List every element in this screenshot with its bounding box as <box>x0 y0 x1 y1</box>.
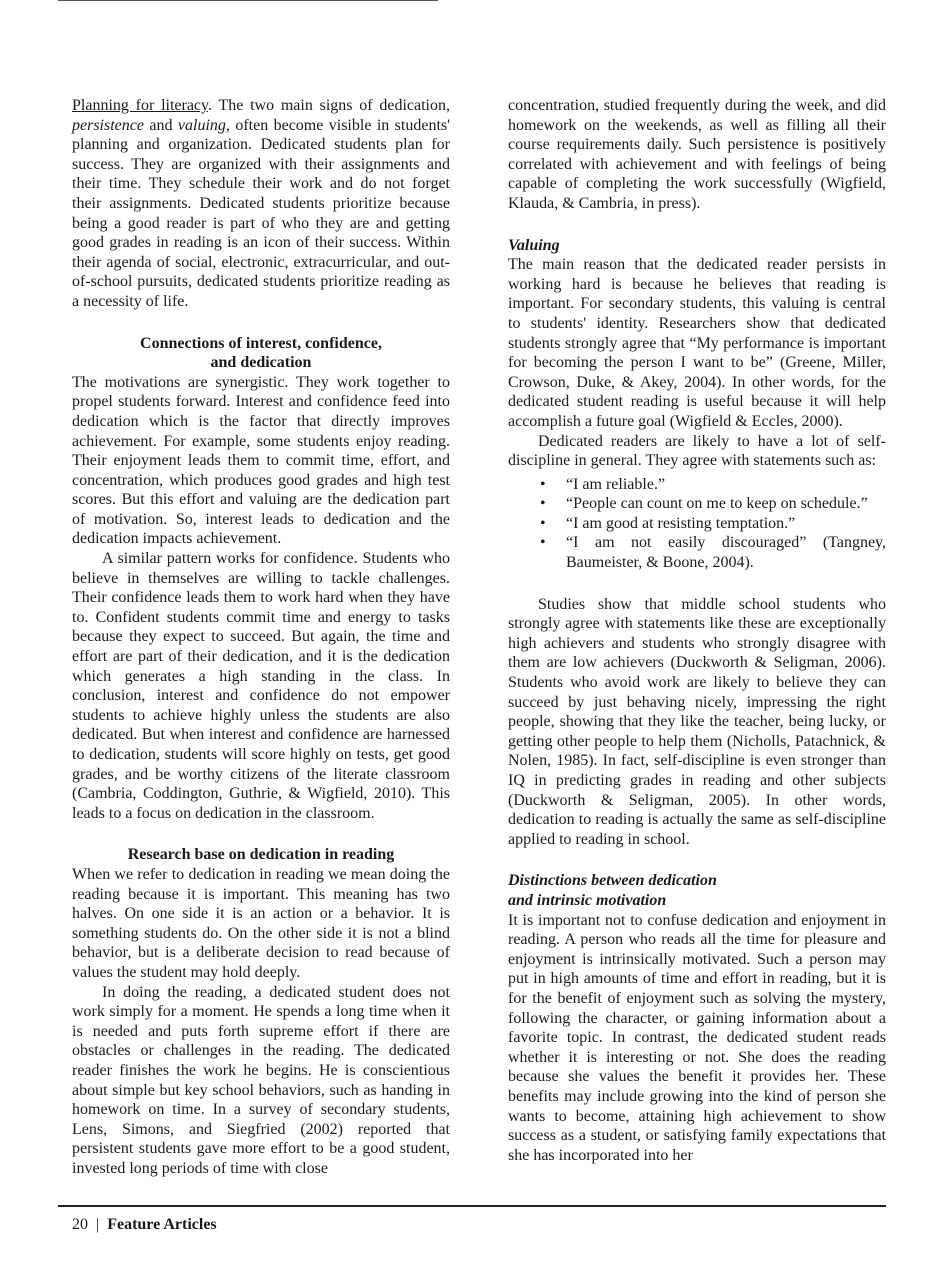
planning-text-b: , often become visible in students' planning and organization. Dedicated students plan for success. They are organized with their assignments and their time. They schedule their work and do not forget their assignments. Dedicated students prioritize because being a good reader is part of who they are and getting good grades in reading is an icon of their success. Within their agenda of social, electronic, extracurricular, and out-of-school pursuits, dedicated students prioritize reading as a necessity of life. <box>72 116 450 310</box>
bullet-icon: • <box>540 495 546 513</box>
continued-paragraph: concentration, studied frequently during the week, and did homework on the weekends, as well as filling all their course requirements daily. Such persistence is positively correlated with achievement and with feelings of being capable of completing the work successfully (Wigfield, Klauda, & Cambria, in press). <box>508 97 886 212</box>
heading-connections-line2: and dedication <box>210 354 312 372</box>
heading-research-base: Research base on dedication in reading <box>127 846 395 864</box>
valuing-paragraph-1: The main reason that the dedicated reader persists in working hard is because he believes that reading is important. For secondary students, this valuing is central to students' identity. Researchers show that dedicated students strongly agree that “My performance is important for becoming the person I want to be” (Greene, Miller, Crowson, Duke, & Akey, 2004). In other words, for the dedicated student reading is useful because it will help accomplish a future goal (Wigfield & Eccles, 2000). <box>508 256 886 430</box>
heading-distinctions-line1: Distinctions between dedication <box>508 872 717 890</box>
heading-connections-line1: Connections of interest, confidence, <box>140 334 382 352</box>
left-column <box>72 96 450 1178</box>
studies-paragraph: Studies show that middle school students who strongly agree with statements like these are exceptionally high achievers and students who strongly disagree with them are low achievers (Duckworth & Seligman, 2006). Students who avoid work are likely to believe they can succeed by just behaving nicely, impressing the right people, showing that they like the teacher, being lucky, or getting other people to help them (Nicholls, Patachnick, & Nolen, 1985). In fact, self-discipline is even stronger than IQ in predicting grades in reading and other subjects (Duckworth & Seligman, 2005). In other words, dedication to reading is actually the same as self-discipline applied to reading in school. <box>508 595 886 848</box>
self-discipline-list <box>508 475 886 573</box>
heading-valuing: Valuing <box>508 236 560 254</box>
persistence-term: persistence <box>72 116 144 134</box>
footer-rule <box>58 1205 886 1207</box>
top-rule <box>58 0 438 1</box>
connections-paragraph-1: The motivations are synergistic. They work together to propel students forward. Interest and confidence feed into dedication which is the factor that directly improves achievement. For example, some students enjoy reading. Their enjoyment leads them to commit time, effort, and concentration, which produces good grades and high test scores. But this effort and valuing are the dedication part of motivation. So, interest leads to dedication and the dedication impacts achievement. <box>72 373 450 548</box>
list-item <box>540 494 886 514</box>
bullet-icon: • <box>540 514 546 532</box>
page-number: 20 <box>72 1216 88 1233</box>
heading-distinctions-line2: and intrinsic motivation <box>508 891 667 909</box>
valuing-term: valuing <box>177 116 226 134</box>
section-title: Feature Articles <box>107 1216 217 1233</box>
heading-connections <box>72 334 450 373</box>
list-item <box>540 514 886 534</box>
research-paragraph-1: When we refer to dedication in reading we mean doing the reading because it is important. This meaning has two halves. On one side it is an action or a behavior. It is something students do. On the other side it is not a blind behavior, but is a deliberate decision to read because of values the student may hold deeply. <box>72 865 450 981</box>
planning-text-a: . The two main signs of dedication, <box>208 97 450 114</box>
list-item-text: “I am not easily discouraged” (Tangney, Baumeister, & Boone, 2004). <box>566 534 886 572</box>
planning-title: Planning for literacy <box>72 97 208 114</box>
right-column <box>508 96 886 1165</box>
planning-paragraph <box>72 96 450 312</box>
bullet-icon: • <box>540 534 546 552</box>
page-footer <box>72 1216 217 1234</box>
heading-distinctions <box>508 871 886 910</box>
footer-separator: | <box>96 1216 100 1233</box>
list-item <box>540 475 886 495</box>
planning-and: and <box>143 116 178 134</box>
research-paragraph-2: In doing the reading, a dedicated student does not work simply for a moment. He spends a long time when it is needed and puts forth supreme effort if there are obstacles or challenges in the reading. The dedicated reader finishes the work he begins. He is conscientious about simple but key school behaviors, such as handing in homework on time. In a survey of secondary students, Lens, Simons, and Siegfried (2002) reported that persistent students gave more effort to be a good student, invested long periods of time with close <box>72 983 450 1177</box>
list-item-text: “People can count on me to keep on schedule.” <box>566 495 868 513</box>
list-item-text: “I am good at resisting temptation.” <box>566 514 796 532</box>
valuing-paragraph-2: Dedicated readers are likely to have a lot of self-discipline in general. They agree with statements such as: <box>508 432 886 470</box>
bullet-icon: • <box>540 475 546 493</box>
list-item <box>540 533 886 572</box>
connections-paragraph-2: A similar pattern works for confidence. Students who believe in themselves are willing to tackle challenges. Their confidence leads them to work hard when they have to. Confident students commit time and energy to tasks because they expect to succeed. But again, the time and effort are part of their dedication, and it is the dedication which generates a high standing in the class. In conclusion, interest and confidence do not empower students to achieve highly unless the students are also dedicated. But when interest and confidence are harnessed to dedication, students will score highly on tests, get good grades, and be worthy citizens of the literate classroom (Cambria, Coddington, Guthrie, & Wigfield, 2010). This leads to a focus on dedication in the classroom. <box>72 550 450 822</box>
distinctions-paragraph: It is important not to confuse dedication and enjoyment in reading. A person who reads all the time for pleasure and enjoyment is intrinsically motivated. Such a person may put in high amounts of time and effort in reading, but it is for the benefit of enjoyment such as solving the mystery, following the character, or gaining information about a favorite topic. In contrast, the dedicated student reads whether it is interesting or not. She does the reading because she values the benefit it provides her. These benefits may include growing into the kind of person she wants to become, attaining high achievement to show success as a student, or satisfying family expectations that she has incorporated into her <box>508 911 886 1164</box>
list-item-text: “I am reliable.” <box>566 475 666 493</box>
